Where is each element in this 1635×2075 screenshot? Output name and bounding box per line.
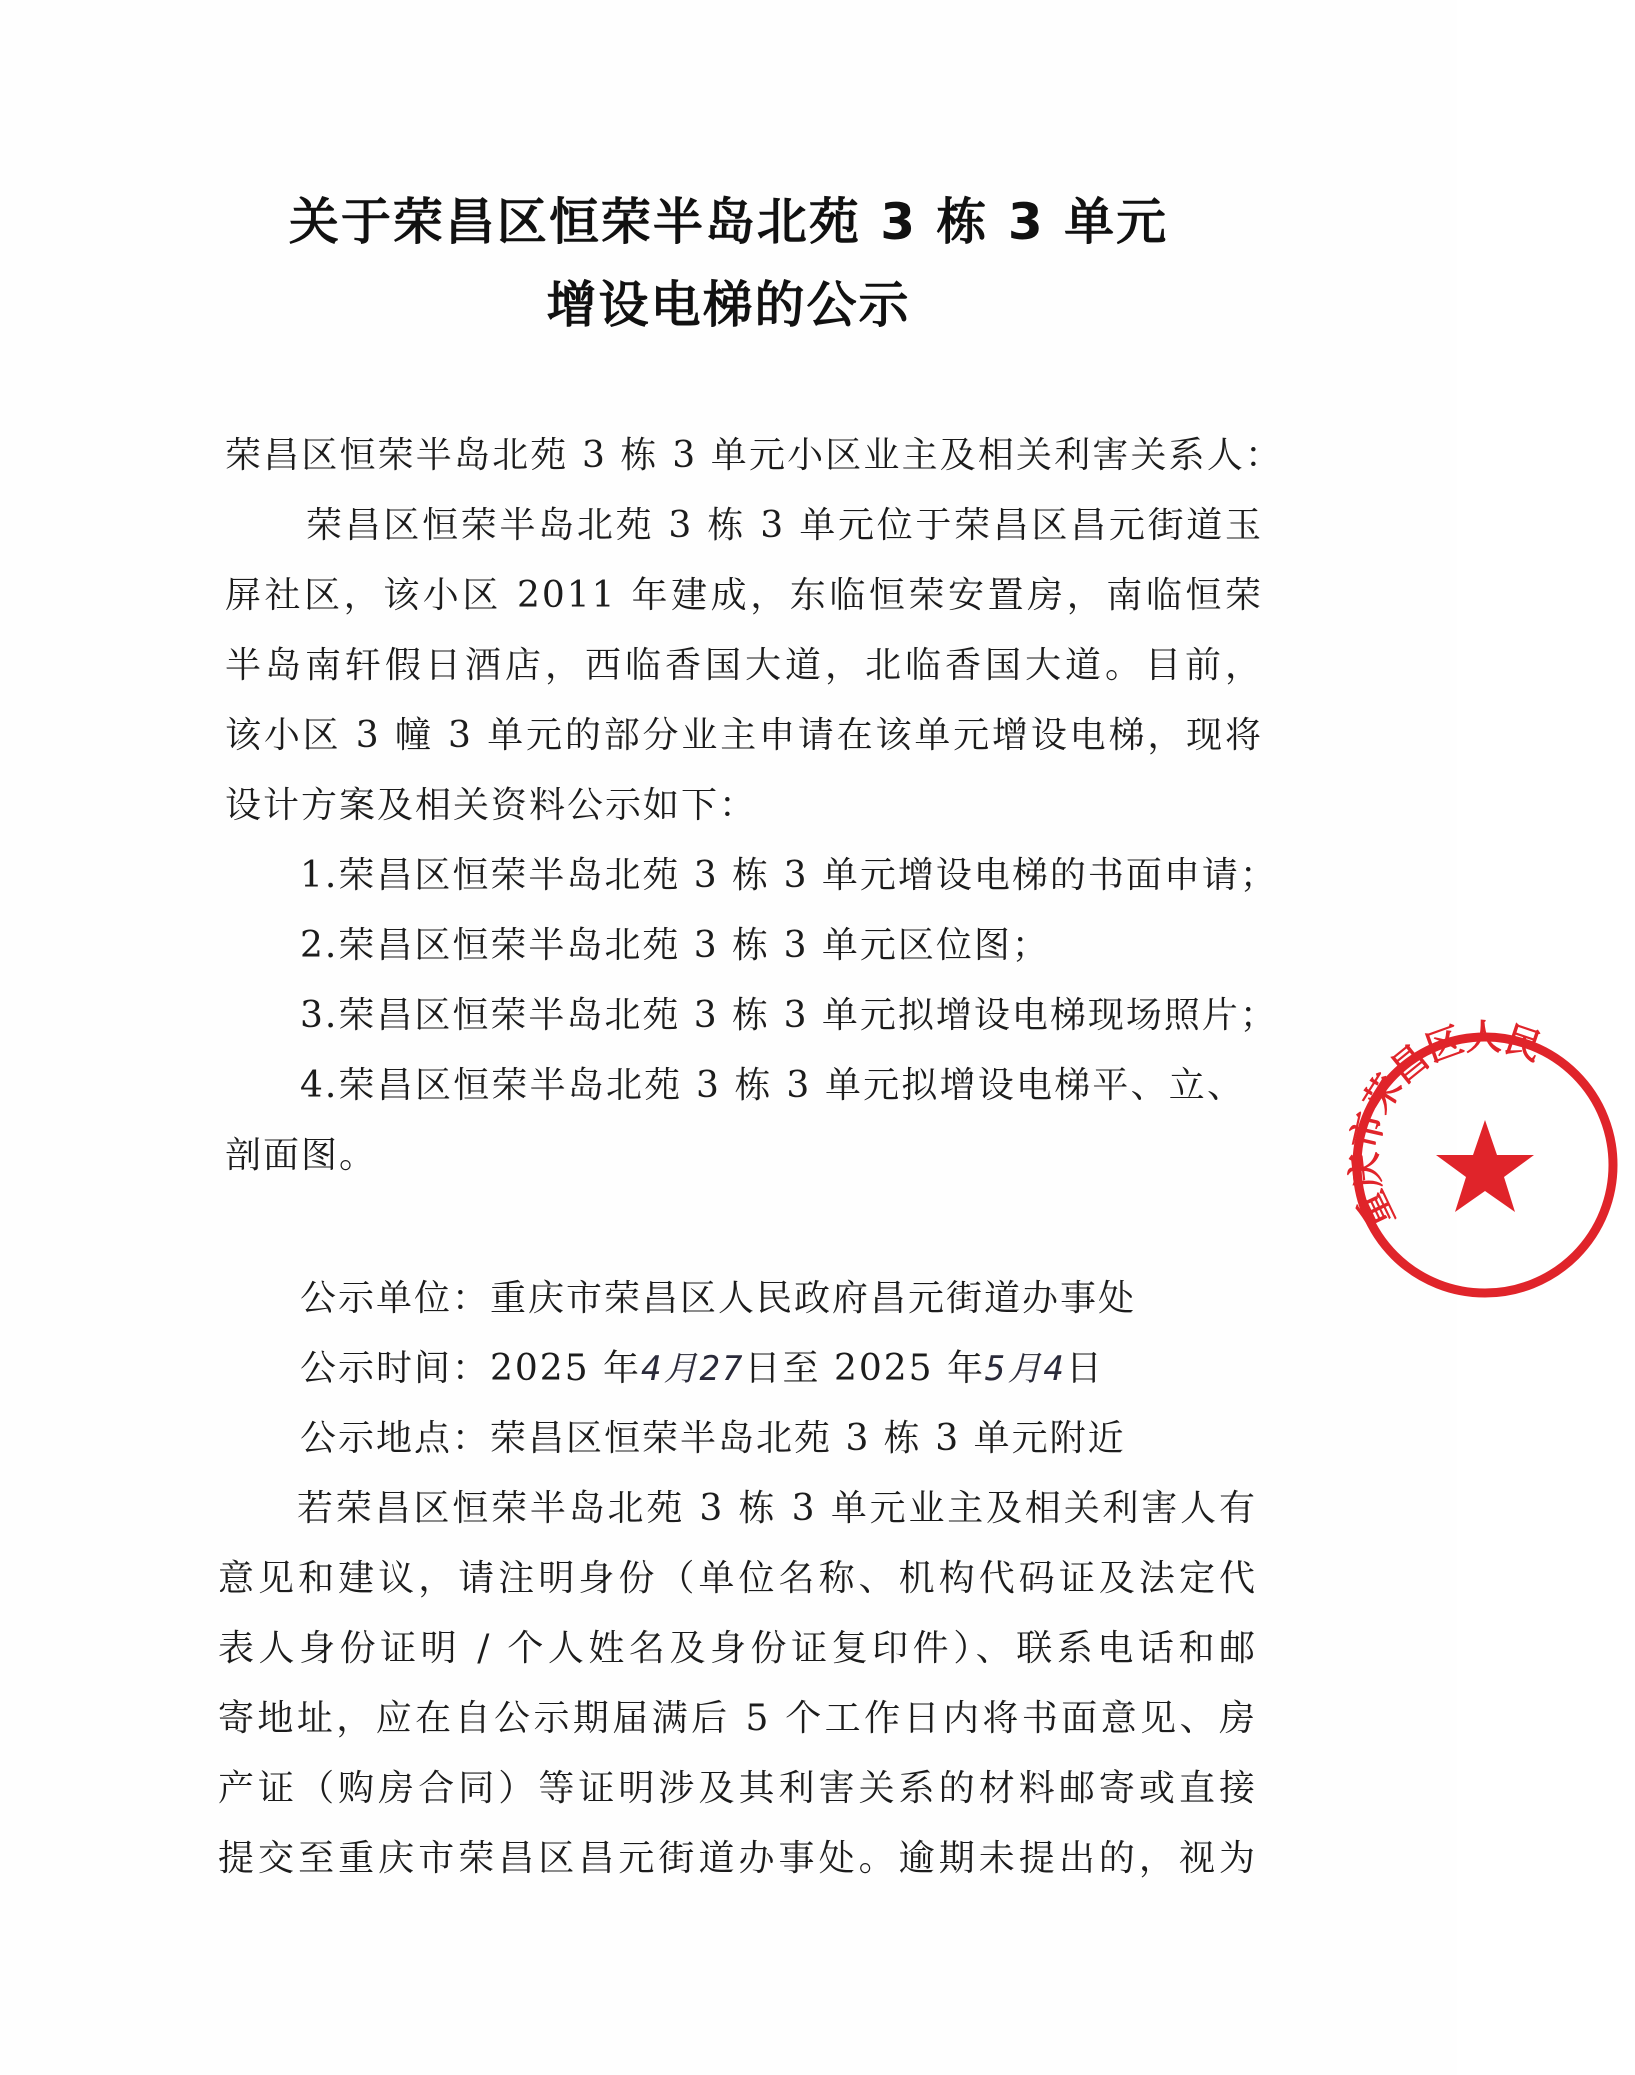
seal-text: 重庆市荣昌区人民	[1343, 1017, 1547, 1234]
official-seal-icon	[1335, 1015, 1635, 1315]
paragraph-2-line-2: 意见和建议，请注明身份（单位名称、机构代码证及法定代	[218, 1558, 1257, 1599]
list-item-2: 2.荣昌区恒荣半岛北苑 3 栋 3 单元区位图；	[300, 925, 1050, 966]
notice-place: 公示地点：荣昌区恒荣半岛北苑 3 栋 3 单元附近	[300, 1418, 1126, 1459]
paragraph-1-line-2: 屏社区，该小区 2011 年建成，东临恒荣安置房，南临恒荣	[225, 575, 1263, 616]
list-item-4-continued: 剖面图。	[225, 1135, 378, 1176]
paragraph-1-line-5: 设计方案及相关资料公示如下：	[225, 785, 758, 826]
notice-time-label: 公示时间：2025 年	[300, 1348, 642, 1389]
paragraph-2-line-4: 寄地址，应在自公示期届满后 5 个工作日内将书面意见、房	[218, 1698, 1257, 1739]
handwritten-month-char-end: 月	[1007, 1349, 1044, 1389]
paragraph-2-line-3: 表人身份证明 / 个人姓名及身份证复印件）、联系电话和邮	[218, 1628, 1257, 1669]
paragraph-1-line-4: 该小区 3 幢 3 单元的部分业主申请在该单元增设电梯，现将	[225, 715, 1263, 756]
title-line-2: 增设电梯的公示	[546, 276, 911, 334]
notice-time-mid: 日至 2025 年	[744, 1348, 986, 1389]
handwritten-day-start: 27	[699, 1349, 745, 1389]
notice-time	[300, 1340, 1104, 1391]
handwritten-month-start: 4	[641, 1349, 664, 1389]
list-item-3: 3.荣昌区恒荣半岛北苑 3 栋 3 单元拟增设电梯现场照片；	[300, 995, 1278, 1036]
seal-star-icon	[1436, 1120, 1534, 1212]
handwritten-month-char-start: 月	[663, 1349, 700, 1389]
notice-unit: 公示单位：重庆市荣昌区人民政府昌元街道办事处	[300, 1278, 1137, 1319]
list-item-1: 1.荣昌区恒荣半岛北苑 3 栋 3 单元增设电梯的书面申请；	[300, 855, 1278, 896]
handwritten-month-end: 5	[985, 1349, 1008, 1389]
paragraph-1-line-3: 半岛南轩假日酒店，西临香国大道，北临香国大道。目前，	[225, 645, 1263, 686]
paragraph-2-line-6: 提交至重庆市荣昌区昌元街道办事处。逾期未提出的，视为	[218, 1838, 1257, 1879]
salutation: 荣昌区恒荣半岛北苑 3 栋 3 单元小区业主及相关利害关系人：	[225, 435, 1283, 476]
paragraph-2-line-1: 若荣昌区恒荣半岛北苑 3 栋 3 单元业主及相关利害人有	[297, 1488, 1257, 1529]
paragraph-2-line-5: 产证（购房合同）等证明涉及其利害关系的材料邮寄或直接	[218, 1768, 1257, 1809]
notice-time-end: 日	[1065, 1348, 1104, 1389]
list-item-4: 4.荣昌区恒荣半岛北苑 3 栋 3 单元拟增设电梯平、立、	[300, 1065, 1245, 1106]
handwritten-day-end: 4	[1043, 1349, 1066, 1389]
paragraph-1-line-1: 荣昌区恒荣半岛北苑 3 栋 3 单元位于荣昌区昌元街道玉	[306, 505, 1263, 546]
title-line-1: 关于荣昌区恒荣半岛北苑 3 栋 3 单元	[288, 193, 1169, 251]
